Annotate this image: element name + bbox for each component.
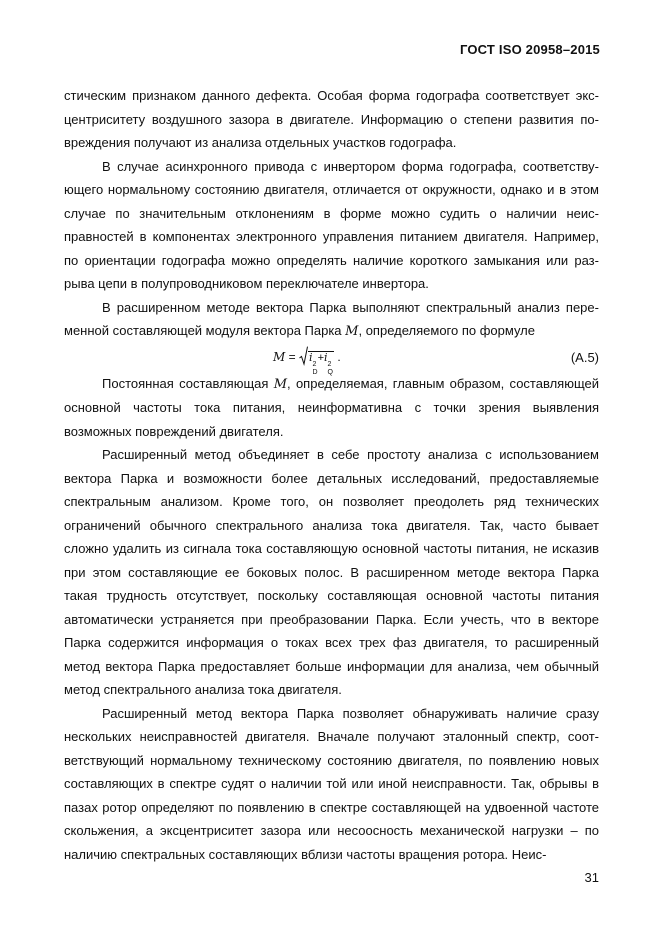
term-i-q-sub: Q <box>327 368 333 376</box>
paragraph-text: В расширенном методе вектора Парка выполняют спектральный анализ переменной составляющей модуля вектора Парка <box>64 299 599 338</box>
formula-expression <box>273 346 341 377</box>
sqrt-icon <box>299 346 308 366</box>
formula-number: (A.5) <box>570 349 599 365</box>
term-i-d-sub: D <box>312 368 318 376</box>
formula-a5 <box>64 344 599 376</box>
standard-header: ГОСТ ISO 20958–2015 <box>459 42 600 57</box>
paragraph-continuation: стическим признаком данного дефекта. Особая форма годографа соответствует эксцентриситету воздушного зазора в двигателе. Информацию о степени развития повреждения получают из анализа отдельных участков годографа. <box>64 88 599 150</box>
paragraph-text: , определяемая, главным образом, составляющей основной частоты тока питания, неинформативна с точки зрения выявления возможных повреждений двигателя. <box>64 375 599 439</box>
formula-plus: + <box>317 351 325 364</box>
paragraph-async-drive: В случае асинхронного привода с инвертором форма годографа, соответствующего нормальному состоянию двигателя, отличается от окружности, однако и в этом случае по значительным отклонениям в форме можно судить о наличии неисправностей в компонентах электронного управления питанием двигателя. Например, по ориентации годографа можно определять наличие короткого замыкания или разрыва цепи в полупроводниковом переключателе инвертора. <box>64 158 599 291</box>
paragraph-text: , определяемого по формуле <box>358 323 535 338</box>
radicand <box>308 350 334 376</box>
variable-m: M <box>273 376 288 392</box>
term-i-q-sup: 2 <box>327 360 332 368</box>
paragraph-extended-method <box>64 296 599 344</box>
paragraph-constant-component <box>64 372 599 444</box>
term-i-q-base: i <box>324 350 328 364</box>
paragraph-text: Постоянная составляющая <box>102 375 274 391</box>
formula-lhs: M <box>273 349 286 364</box>
term-i-q-indices <box>328 361 333 377</box>
formula-equals: = <box>285 349 299 364</box>
page-number: 31 <box>584 870 599 885</box>
variable-m: M <box>345 324 359 339</box>
formula-end: . <box>334 349 341 364</box>
paragraph-method-advantages: Расширенный метод объединяет в себе простоту анализа с использованием вектора Парка и возможности более детальных исследований, предоставляемые спектральным анализом. Кроме того, он позволяет преодолеть ряд технических ограничений обычного спектрального анализа тока двигателя. Так, часто бывает сложно удалить из сигнала тока составляющую основной частоты питания, не исказив при этом составляющие ее боковых полос. В расширенном методе вектора Парка такая трудность отсутствует, поскольку составляющая основной частоты питания автоматически устраняется при преобразовании Парка. Если учесть, что в векторе Парка содержится информация о токах всех трех фаз двигателя, то расширенный метод вектора Парка предоставляет больше информации для анализа, чем обычный метод спектрального анализа тока двигателя. <box>64 447 599 697</box>
term-i-d-sup: 2 <box>312 360 317 368</box>
page-body <box>64 84 599 866</box>
term-i-d-base: i <box>308 350 313 364</box>
paragraph-fault-detection: Расширенный метод вектора Парка позволяет обнаруживать наличие сразу нескольких неисправностей двигателя. Вначале получают эталонный спектр, соответствующий нормальному техническому состоянию двигателя, по появлению новых составляющих в спектре судят о наличии той или иной неисправности. Так, обрывы в пазах ротор определяют по появлению в спектре составляющей на удвоенной частоте скольжения, а эксцентриситет зазора или несоосность механической нагрузки – по наличию спектральных составляющих вблизи частоты вращения ротора. Неис- <box>64 705 599 862</box>
